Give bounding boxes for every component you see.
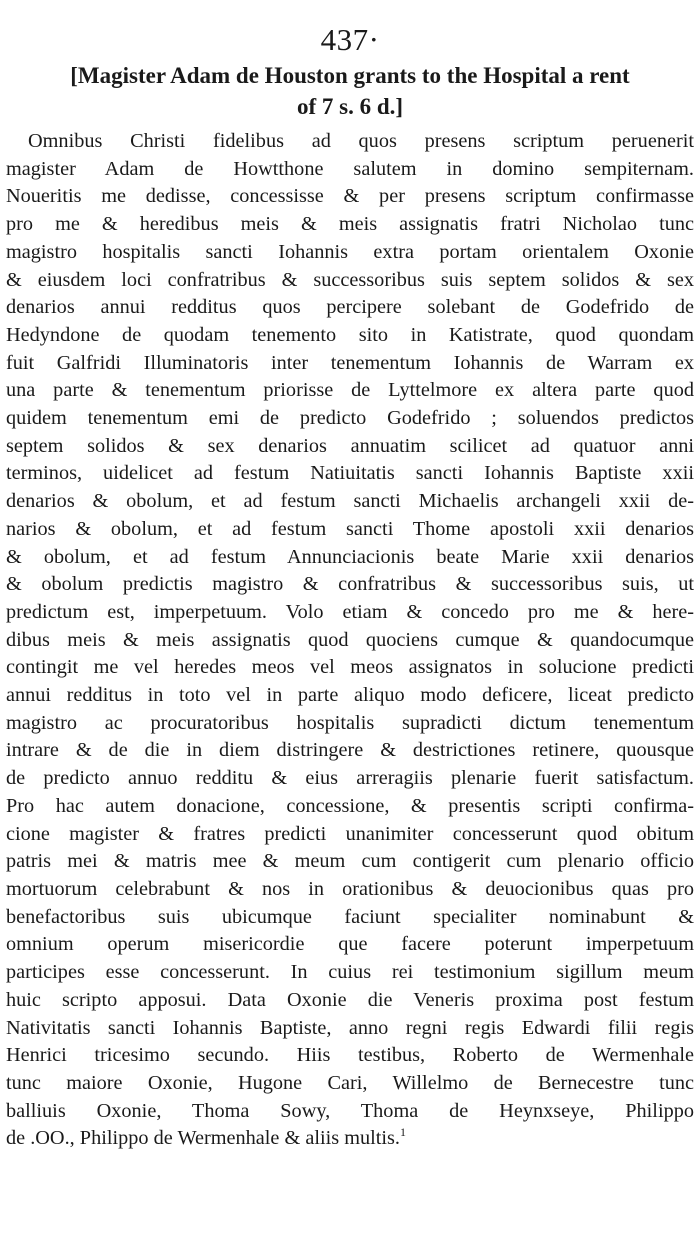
text-line: cione magister & fratres predicti unanimiter concesserunt quod obitum <box>6 822 694 845</box>
text-line: predictum est, imperpetuum. Volo etiam & concedo pro me & here- <box>6 600 694 623</box>
text-line: huic scripto apposui. Data Oxonie die Veneris proxima post festum <box>6 988 694 1011</box>
text-line: & eiusdem loci confratribus & successoribus suis septem solidos & sex <box>6 268 694 291</box>
text-line: contingit me vel heredes meos vel meos assignatos in solucione predicti <box>6 656 694 679</box>
document-number: 437· <box>320 22 380 57</box>
text-line: omnium operum misericordie que facere poterunt imperpetuum <box>6 933 694 956</box>
text-line: Nativitatis sancti Iohannis Baptiste, anno regni regis Edwardi filii regis <box>6 1016 694 1039</box>
text-line: annui redditus in toto vel in parte aliquo modo deficere, liceat predicto <box>6 684 694 707</box>
text-line: Henrici tricesimo secundo. Hiis testibus, Roberto de Wermenhale <box>6 1044 694 1067</box>
text-line: Omnibus Christi fidelibus ad quos presens scriptum peruenerit <box>28 130 694 152</box>
text-line: mortuorum celebrabunt & nos in orationibus & deuocionibus quas pro <box>6 877 694 900</box>
text-line: septem solidos & sex denarios annuatim scilicet ad quatuor anni <box>6 434 694 457</box>
text-line: patris mei & matris mee & meum cum contigerit cum plenario officio <box>6 850 694 873</box>
text-line: fuit Galfridi Illuminatoris inter tenementum Iohannis de Warram ex <box>6 351 694 374</box>
document-body <box>6 128 694 1153</box>
text-line: intrare & de die in diem distringere & destrictiones retinere, quousque <box>6 739 694 762</box>
text-line: & obolum, et ad festum Annunciacionis beate Marie xxii denarios <box>6 545 694 568</box>
text-line: Noueritis me dedisse, concessisse & per presens scriptum confirmasse <box>6 185 694 208</box>
text-line: & obolum predictis magistro & confratribus & successoribus suis, ut <box>6 573 694 596</box>
text-line: narios & obolum, et ad festum sancti Thome apostoli xxii denarios <box>6 517 694 540</box>
text-line: Pro hac autem donacione, concessione, & presentis scripti confirma- <box>6 794 694 817</box>
text-line: pro me & heredibus meis & meis assignatis fratri Nicholao tunc <box>6 213 694 236</box>
heading-line-1: [Magister Adam de Houston grants to the Hospital a rent <box>70 63 630 88</box>
text-line: de predicto annuo redditu & eius arreragiis plenarie fuerit satisfactum. <box>6 767 694 790</box>
text-line: quidem tenementum emi de predicto Godefrido ; soluendos predictos <box>6 407 694 430</box>
footnote-marker: 1 <box>400 1125 406 1140</box>
document-heading <box>6 60 694 122</box>
text-line: magister Adam de Howtthone salutem in domino sempiternam. <box>6 157 694 180</box>
text-line: tunc maiore Oxonie, Hugone Cari, Willelmo de Bernecestre tunc <box>6 1071 694 1094</box>
text-line: Hedyndone de quodam tenemento sito in Katistrate, quod quondam <box>6 323 694 346</box>
text-line: denarios & obolum, et ad festum sancti Michaelis archangeli xxii de- <box>6 490 694 513</box>
text-line: de .OO., Philippo de Wermenhale & aliis multis.$^1$ <box>6 1125 406 1150</box>
text-line: magistro ac procuratoribus hospitalis supradicti dictum tenementum <box>6 711 694 734</box>
heading-line-2: of 7 s. 6 d.] <box>296 94 404 119</box>
text-line: denarios annui redditus quos percipere solebant de Godefrido de <box>6 296 694 319</box>
text-line: magistro hospitalis sancti Iohannis extra portam orientalem Oxonie <box>6 240 694 263</box>
text-line: balliuis Oxonie, Thoma Sowy, Thoma de Heynxseye, Philippo <box>6 1099 694 1122</box>
text-line: una parte & tenementum priorisse de Lyttelmore ex altera parte quod <box>6 379 694 402</box>
text-line: benefactoribus suis ubicumque faciunt specialiter nominabunt & <box>6 905 694 928</box>
text-line: participes esse concesserunt. In cuius rei testimonium sigillum meum <box>6 961 694 984</box>
text-line: dibus meis & meis assignatis quod quociens cumque & quandocumque <box>6 628 694 651</box>
text-line: terminos, uidelicet ad festum Natiuitatis sancti Iohannis Baptiste xxii <box>6 462 694 485</box>
